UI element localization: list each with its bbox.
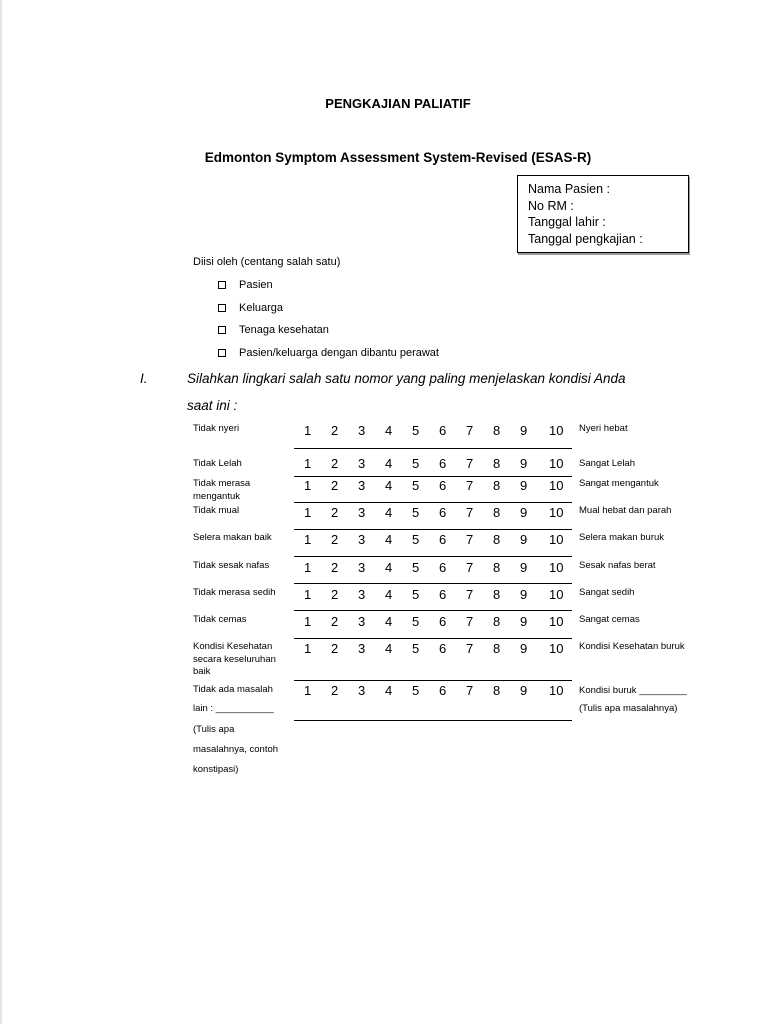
scale-number-3[interactable]: 3 xyxy=(358,641,366,656)
checkbox-icon[interactable] xyxy=(218,304,226,312)
row-divider xyxy=(294,680,572,681)
section-instruction-cont: saat ini : xyxy=(187,398,238,413)
row-right-label: Sangat mengantuk xyxy=(579,478,659,489)
scale-number-7[interactable]: 7 xyxy=(466,587,474,602)
row-left-label: Tidak cemas xyxy=(193,614,247,625)
scale-number-8[interactable]: 8 xyxy=(493,532,501,547)
birth-date-label: Tanggal lahir : xyxy=(528,215,606,229)
row-left-label: Tidak merasa sedih xyxy=(193,587,276,598)
checkbox-icon[interactable] xyxy=(218,281,226,289)
scale-number-5[interactable]: 5 xyxy=(412,560,420,575)
scale-number-9[interactable]: 9 xyxy=(520,478,528,493)
row-left-label: Selera makan baik xyxy=(193,532,272,543)
scale-number-2[interactable]: 2 xyxy=(331,614,339,629)
scale-number-5[interactable]: 5 xyxy=(412,587,420,602)
option-pasien-keluarga-perawat[interactable] xyxy=(218,347,439,359)
row-right-label-cont: (Tulis apa masalahnya) xyxy=(579,703,678,714)
row-divider xyxy=(294,448,572,449)
scale-number-9[interactable]: 9 xyxy=(520,456,528,471)
scale-number-4[interactable]: 4 xyxy=(385,423,393,438)
row-left-note: konstipasi) xyxy=(193,764,239,775)
scale-number-5[interactable]: 5 xyxy=(412,532,420,547)
scale-number-6[interactable]: 6 xyxy=(439,560,447,575)
scale-number-6[interactable]: 6 xyxy=(439,587,447,602)
form-subtitle: Edmonton Symptom Assessment System-Revised (ESAS-R) xyxy=(204,150,592,165)
scale-row-6[interactable] xyxy=(294,587,572,603)
scale-number-2[interactable]: 2 xyxy=(331,423,339,438)
medical-record-label: No RM : xyxy=(528,198,574,213)
scale-number-3[interactable]: 3 xyxy=(358,532,366,547)
scale-number-8[interactable]: 8 xyxy=(493,423,501,438)
scale-number-2[interactable]: 2 xyxy=(331,587,339,602)
scale-number-2[interactable]: 2 xyxy=(331,641,339,656)
scale-number-1[interactable]: 1 xyxy=(304,560,312,575)
row-left-label: Tidak ada masalah xyxy=(193,684,273,695)
scale-number-10[interactable]: 10 xyxy=(549,587,564,602)
scale-number-10[interactable]: 10 xyxy=(549,683,564,698)
scale-number-5[interactable]: 5 xyxy=(412,456,420,471)
row-right-label: Kondisi Kesehatan buruk xyxy=(579,641,685,652)
row-divider xyxy=(294,529,572,530)
scale-number-7[interactable]: 7 xyxy=(466,478,474,493)
scale-row-8[interactable] xyxy=(294,641,572,657)
scale-row-3[interactable] xyxy=(294,505,572,521)
scale-number-9[interactable]: 9 xyxy=(520,587,528,602)
scale-number-10[interactable]: 10 xyxy=(549,505,564,520)
scale-number-9[interactable]: 9 xyxy=(520,641,528,656)
scale-number-8[interactable]: 8 xyxy=(493,560,501,575)
scale-number-3[interactable]: 3 xyxy=(358,587,366,602)
patient-name-label: Nama Pasien : xyxy=(528,182,610,196)
row-left-note: (Tulis apa xyxy=(193,724,235,735)
scale-row-5[interactable] xyxy=(294,560,572,576)
scale-number-8[interactable]: 8 xyxy=(493,587,501,602)
option-keluarga[interactable] xyxy=(218,302,283,314)
scale-number-10[interactable]: 10 xyxy=(549,641,564,656)
scale-number-7[interactable]: 7 xyxy=(466,532,474,547)
form-title: PENGKAJIAN PALIATIF xyxy=(325,96,471,111)
scale-number-2[interactable]: 2 xyxy=(331,505,339,520)
row-right-label: Sangat cemas xyxy=(579,614,640,625)
scale-number-6[interactable]: 6 xyxy=(439,423,447,438)
scale-number-4[interactable]: 4 xyxy=(385,587,393,602)
scale-number-7[interactable]: 7 xyxy=(466,456,474,471)
scale-number-2[interactable]: 2 xyxy=(331,478,339,493)
scale-number-8[interactable]: 8 xyxy=(493,641,501,656)
option-label: Tenaga kesehatan xyxy=(239,324,329,336)
scale-number-8[interactable]: 8 xyxy=(493,505,501,520)
scale-number-10[interactable]: 10 xyxy=(549,532,564,547)
scale-number-2[interactable]: 2 xyxy=(331,560,339,575)
row-divider xyxy=(294,502,572,503)
option-pasien[interactable] xyxy=(218,279,273,291)
scale-number-5[interactable]: 5 xyxy=(412,423,420,438)
row-divider xyxy=(294,638,572,639)
option-label: Pasien/keluarga dengan dibantu perawat xyxy=(239,347,439,359)
scale-number-4[interactable]: 4 xyxy=(385,560,393,575)
row-left-label: Tidak sesak nafas xyxy=(193,560,270,571)
row-right-label: Sangat Lelah xyxy=(579,458,635,469)
row-divider xyxy=(294,476,572,477)
scale-number-4[interactable]: 4 xyxy=(385,683,393,698)
scale-number-5[interactable]: 5 xyxy=(412,683,420,698)
scale-number-10[interactable]: 10 xyxy=(549,456,564,471)
scale-number-2[interactable]: 2 xyxy=(331,683,339,698)
scale-row-2[interactable] xyxy=(294,478,572,494)
scale-number-7[interactable]: 7 xyxy=(466,683,474,698)
scale-number-1[interactable]: 1 xyxy=(304,423,312,438)
section-instruction: Silahkan lingkari salah satu nomor yang paling menjelaskan kondisi Anda xyxy=(187,371,626,386)
scale-number-4[interactable]: 4 xyxy=(385,456,393,471)
scale-number-5[interactable]: 5 xyxy=(412,614,420,629)
scale-number-4[interactable]: 4 xyxy=(385,505,393,520)
scale-number-8[interactable]: 8 xyxy=(493,683,501,698)
row-left-note: masalahnya, contoh xyxy=(193,744,279,755)
scale-number-6[interactable]: 6 xyxy=(439,478,447,493)
scale-number-6[interactable]: 6 xyxy=(439,614,447,629)
row-divider xyxy=(294,720,572,721)
scale-number-6[interactable]: 6 xyxy=(439,456,447,471)
scale-number-4[interactable]: 4 xyxy=(385,478,393,493)
scale-row-9[interactable] xyxy=(294,683,572,699)
assessment-date-label: Tanggal pengkajian : xyxy=(528,231,643,246)
scale-number-3[interactable]: 3 xyxy=(358,478,366,493)
row-right-label: Mual hebat dan parah xyxy=(579,505,672,516)
row-divider xyxy=(294,583,572,584)
scale-number-4[interactable]: 4 xyxy=(385,532,393,547)
scale-number-1[interactable]: 1 xyxy=(304,614,312,629)
option-label: Keluarga xyxy=(239,302,284,314)
row-right-label: Sesak nafas berat xyxy=(579,560,656,571)
scale-number-5[interactable]: 5 xyxy=(412,505,420,520)
scale-number-2[interactable]: 2 xyxy=(331,532,339,547)
option-tenaga-kesehatan[interactable] xyxy=(218,324,329,336)
scale-number-7[interactable]: 7 xyxy=(466,614,474,629)
scale-row-7[interactable] xyxy=(294,614,572,630)
scale-row-0[interactable] xyxy=(294,423,572,439)
scale-number-9[interactable]: 9 xyxy=(520,560,528,575)
scale-number-1[interactable]: 1 xyxy=(304,587,312,602)
section-number: I. xyxy=(140,371,148,386)
row-right-label: Sangat sedih xyxy=(579,587,635,598)
scale-number-3[interactable]: 3 xyxy=(358,614,366,629)
row-left-label: Tidak nyeri xyxy=(193,423,240,434)
scale-number-3[interactable]: 3 xyxy=(358,456,366,471)
scale-number-6[interactable]: 6 xyxy=(439,641,447,656)
scale-number-7[interactable]: 7 xyxy=(466,423,474,438)
row-right-label: Nyeri hebat xyxy=(579,423,628,434)
row-divider xyxy=(294,610,572,611)
scale-number-9[interactable]: 9 xyxy=(520,532,528,547)
scale-number-1[interactable]: 1 xyxy=(304,456,312,471)
scale-number-10[interactable]: 10 xyxy=(549,478,564,493)
scale-number-10[interactable]: 10 xyxy=(549,423,564,438)
row-left-label: Tidak Lelah xyxy=(193,458,242,469)
scale-number-1[interactable]: 1 xyxy=(304,505,312,520)
option-label: Pasien xyxy=(239,279,273,291)
scale-number-3[interactable]: 3 xyxy=(358,560,366,575)
scale-number-6[interactable]: 6 xyxy=(439,683,447,698)
scale-number-7[interactable]: 7 xyxy=(466,641,474,656)
scale-row-1[interactable] xyxy=(294,456,572,472)
checkbox-icon[interactable] xyxy=(218,349,226,357)
scale-number-8[interactable]: 8 xyxy=(493,478,501,493)
row-right-label: Kondisi buruk _________ xyxy=(579,685,687,696)
row-left-label: Tidak merasa mengantuk xyxy=(193,478,251,502)
scale-number-9[interactable]: 9 xyxy=(520,505,528,520)
scale-number-1[interactable]: 1 xyxy=(304,478,312,493)
scale-number-1[interactable]: 1 xyxy=(304,641,312,656)
scale-number-4[interactable]: 4 xyxy=(385,641,393,656)
scale-number-2[interactable]: 2 xyxy=(331,456,339,471)
row-left-label-cont: lain : ___________ xyxy=(193,703,274,714)
scale-number-4[interactable]: 4 xyxy=(385,614,393,629)
scale-number-3[interactable]: 3 xyxy=(358,423,366,438)
scale-number-6[interactable]: 6 xyxy=(439,505,447,520)
scale-number-7[interactable]: 7 xyxy=(466,560,474,575)
scale-number-1[interactable]: 1 xyxy=(304,683,312,698)
scale-number-7[interactable]: 7 xyxy=(466,505,474,520)
scale-number-9[interactable]: 9 xyxy=(520,423,528,438)
scale-number-10[interactable]: 10 xyxy=(549,560,564,575)
scale-row-4[interactable] xyxy=(294,532,572,548)
scale-number-3[interactable]: 3 xyxy=(358,683,366,698)
row-right-label: Selera makan buruk xyxy=(579,532,665,543)
scale-number-1[interactable]: 1 xyxy=(304,532,312,547)
scale-number-9[interactable]: 9 xyxy=(520,614,528,629)
patient-info-box xyxy=(517,175,689,253)
row-divider xyxy=(294,556,572,557)
scale-number-5[interactable]: 5 xyxy=(412,478,420,493)
scale-number-6[interactable]: 6 xyxy=(439,532,447,547)
scale-number-9[interactable]: 9 xyxy=(520,683,528,698)
scale-number-8[interactable]: 8 xyxy=(493,614,501,629)
scale-number-10[interactable]: 10 xyxy=(549,614,564,629)
checkbox-icon[interactable] xyxy=(218,326,226,334)
scale-number-3[interactable]: 3 xyxy=(358,505,366,520)
scale-number-5[interactable]: 5 xyxy=(412,641,420,656)
row-left-label: Tidak mual xyxy=(193,505,240,516)
scale-number-8[interactable]: 8 xyxy=(493,456,501,471)
filled-by-label: Diisi oleh (centang salah satu) xyxy=(193,256,341,268)
row-left-label: Kondisi Kesehatan secara keseluruhan baik xyxy=(193,641,276,677)
